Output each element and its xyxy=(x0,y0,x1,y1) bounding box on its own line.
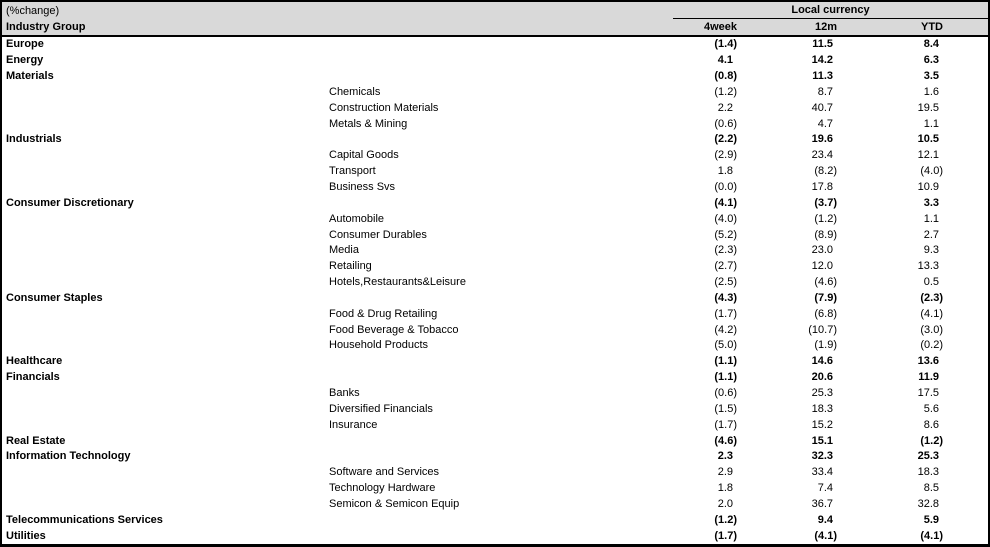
value-12m: (7.9) xyxy=(814,291,837,304)
value-4week: (5.0) xyxy=(714,339,737,352)
value-4week: (0.6) xyxy=(714,117,737,130)
table-row xyxy=(2,433,988,449)
table-row xyxy=(2,53,988,69)
value-12m: 25.3 xyxy=(811,386,833,399)
industry-label: Diversified Financials xyxy=(329,402,433,415)
value-ytd: 1.1 xyxy=(923,117,939,130)
value-12m: 17.8 xyxy=(811,181,833,194)
column-header-4week: 4week xyxy=(703,21,737,33)
table-row xyxy=(2,180,988,196)
table-row xyxy=(2,275,988,291)
value-12m: 32.3 xyxy=(811,450,833,463)
header-row-columns xyxy=(2,19,988,35)
value-ytd: 10.5 xyxy=(917,133,939,146)
industry-label: Consumer Durables xyxy=(329,228,427,241)
table-row xyxy=(2,481,988,497)
value-4week: (2.7) xyxy=(714,260,737,273)
value-4week: (1.7) xyxy=(714,307,737,320)
industry-label: Retailing xyxy=(329,260,372,273)
header-row-currency xyxy=(2,2,988,19)
value-12m: 4.7 xyxy=(817,117,833,130)
value-ytd: 8.4 xyxy=(923,38,939,51)
value-ytd: 13.3 xyxy=(917,260,939,273)
value-12m: (1.9) xyxy=(814,339,837,352)
value-4week: (1.7) xyxy=(714,529,737,542)
value-ytd: 12.1 xyxy=(917,149,939,162)
table-row xyxy=(2,227,988,243)
table-row xyxy=(2,465,988,481)
industry-label: Business Svs xyxy=(329,181,396,194)
industry-label: Metals & Mining xyxy=(329,117,408,130)
value-12m: 9.4 xyxy=(817,513,833,526)
industry-label: Banks xyxy=(329,386,360,399)
value-ytd: (4.0) xyxy=(920,165,943,178)
table-row xyxy=(2,386,988,402)
value-ytd: (2.3) xyxy=(920,291,943,304)
value-12m: 7.4 xyxy=(817,482,833,495)
value-12m: 19.6 xyxy=(811,133,833,146)
value-4week: (4.3) xyxy=(714,291,737,304)
column-header-ytd: YTD xyxy=(921,21,943,33)
value-12m: (8.9) xyxy=(814,228,837,241)
table-row xyxy=(2,116,988,132)
table-row xyxy=(2,69,988,85)
value-12m: (3.7) xyxy=(814,196,837,209)
value-ytd: (3.0) xyxy=(920,323,943,336)
value-ytd: 2.7 xyxy=(923,228,939,241)
industry-label: Telecommunications Services xyxy=(6,513,163,526)
value-ytd: 19.5 xyxy=(917,101,939,114)
industry-label: Consumer Staples xyxy=(6,291,103,304)
industry-label: Energy xyxy=(6,54,44,67)
value-ytd: (4.1) xyxy=(920,307,943,320)
value-4week: (5.2) xyxy=(714,228,737,241)
value-ytd: (0.2) xyxy=(920,339,943,352)
value-4week: (0.6) xyxy=(714,386,737,399)
table-row xyxy=(2,322,988,338)
value-12m: (4.1) xyxy=(814,529,837,542)
table-row xyxy=(2,417,988,433)
industry-label: Healthcare xyxy=(6,355,63,368)
value-12m: (4.6) xyxy=(814,276,837,289)
value-ytd: (4.1) xyxy=(920,529,943,542)
value-ytd: 25.3 xyxy=(917,450,939,463)
value-4week: (4.2) xyxy=(714,323,737,336)
table-row xyxy=(2,354,988,370)
value-4week: (2.2) xyxy=(714,133,737,146)
table-row xyxy=(2,37,988,53)
table-row xyxy=(2,401,988,417)
value-4week: (0.8) xyxy=(714,70,737,83)
value-4week: 1.8 xyxy=(717,482,733,495)
industry-group-header: Industry Group xyxy=(6,21,86,33)
value-12m: (6.8) xyxy=(814,307,837,320)
table-row xyxy=(2,148,988,164)
table-row xyxy=(2,306,988,322)
value-12m: 8.7 xyxy=(817,85,833,98)
value-ytd: 10.9 xyxy=(917,181,939,194)
industry-label: Real Estate xyxy=(6,434,66,447)
value-4week: (1.5) xyxy=(714,402,737,415)
value-4week: 2.0 xyxy=(717,497,733,510)
table-row xyxy=(2,449,988,465)
industry-label: Utilities xyxy=(6,529,46,542)
value-ytd: 9.3 xyxy=(923,244,939,257)
value-12m: 36.7 xyxy=(811,497,833,510)
table-row xyxy=(2,211,988,227)
industry-label: Technology Hardware xyxy=(329,482,436,495)
table-row xyxy=(2,528,988,544)
value-12m: (10.7) xyxy=(808,323,837,336)
industry-label: Europe xyxy=(6,38,44,51)
industry-label: Consumer Discretionary xyxy=(6,196,134,209)
value-ytd: 18.3 xyxy=(917,466,939,479)
column-header-12m: 12m xyxy=(814,21,837,33)
value-4week: (4.6) xyxy=(714,434,737,447)
table-row xyxy=(2,291,988,307)
table-header xyxy=(2,2,988,37)
industry-label: Household Products xyxy=(329,339,429,352)
value-ytd: 13.6 xyxy=(917,355,939,368)
value-12m: (8.2) xyxy=(814,165,837,178)
industry-label: Materials xyxy=(6,70,54,83)
value-4week: (2.5) xyxy=(714,276,737,289)
value-4week: (4.0) xyxy=(714,212,737,225)
industry-label: Information Technology xyxy=(6,450,131,463)
value-4week: (1.2) xyxy=(714,513,737,526)
value-12m: 14.6 xyxy=(811,355,833,368)
value-4week: (2.9) xyxy=(714,149,737,162)
value-4week: (1.7) xyxy=(714,418,737,431)
table-row xyxy=(2,370,988,386)
value-ytd: 3.3 xyxy=(923,196,939,209)
value-4week: (2.3) xyxy=(714,244,737,257)
industry-label: Food Beverage & Tobacco xyxy=(329,323,459,336)
value-ytd: 11.9 xyxy=(918,371,939,384)
industry-label: Media xyxy=(329,244,359,257)
value-12m: 12.0 xyxy=(811,260,833,273)
value-ytd: 8.5 xyxy=(923,482,939,495)
table-row xyxy=(2,243,988,259)
table-row xyxy=(2,512,988,528)
value-12m: 18.3 xyxy=(811,402,833,415)
value-4week: 4.1 xyxy=(717,54,733,67)
industry-label: Automobile xyxy=(329,212,385,225)
table-row xyxy=(2,100,988,116)
local-currency-header: Local currency xyxy=(673,2,988,19)
value-12m: 15.1 xyxy=(811,434,833,447)
industry-label: Software and Services xyxy=(329,466,440,479)
industry-label: Hotels,Restaurants&Leisure xyxy=(329,276,466,289)
industry-label: Semicon & Semicon Equip xyxy=(329,497,460,510)
table-row xyxy=(2,259,988,275)
table-body xyxy=(2,37,988,544)
value-ytd: 3.5 xyxy=(923,70,939,83)
value-ytd: 8.6 xyxy=(923,418,939,431)
value-4week: (1.1) xyxy=(714,355,737,368)
value-12m: 23.4 xyxy=(811,149,833,162)
value-ytd: 0.5 xyxy=(923,276,939,289)
value-12m: 11.3 xyxy=(812,70,833,83)
value-12m: 20.6 xyxy=(811,371,833,384)
industry-label: Insurance xyxy=(329,418,378,431)
value-ytd: 1.1 xyxy=(923,212,939,225)
value-ytd: 5.6 xyxy=(923,402,939,415)
value-4week: (1.2) xyxy=(714,85,737,98)
industry-label: Transport xyxy=(329,165,376,178)
value-ytd: 1.6 xyxy=(923,85,939,98)
table-row xyxy=(2,195,988,211)
value-ytd: 17.5 xyxy=(917,386,939,399)
value-12m: 15.2 xyxy=(811,418,833,431)
table-row xyxy=(2,164,988,180)
value-12m: (1.2) xyxy=(814,212,837,225)
industry-label: Financials xyxy=(6,371,60,384)
value-ytd: 32.8 xyxy=(917,497,939,510)
value-4week: (1.4) xyxy=(714,38,737,51)
value-4week: (4.1) xyxy=(714,196,737,209)
value-12m: 40.7 xyxy=(811,101,833,114)
value-12m: 14.2 xyxy=(811,54,833,67)
industry-label: Food & Drug Retailing xyxy=(329,307,438,320)
industry-label: Chemicals xyxy=(329,85,381,98)
industry-label: Capital Goods xyxy=(329,149,399,162)
industry-label: Industrials xyxy=(6,133,62,146)
value-4week: (0.0) xyxy=(714,181,737,194)
value-ytd: (1.2) xyxy=(920,434,943,447)
value-ytd: 5.9 xyxy=(923,513,939,526)
value-12m: 11.5 xyxy=(812,38,833,51)
percent-change-label: (%change) xyxy=(6,5,60,17)
value-4week: 2.9 xyxy=(717,466,733,479)
industry-label: Construction Materials xyxy=(329,101,439,114)
value-4week: (1.1) xyxy=(714,371,737,384)
value-4week: 2.3 xyxy=(717,450,733,463)
table-row xyxy=(2,338,988,354)
value-ytd: 6.3 xyxy=(923,54,939,67)
table-row xyxy=(2,496,988,512)
table-row xyxy=(2,85,988,101)
value-12m: 23.0 xyxy=(811,244,833,257)
value-12m: 33.4 xyxy=(811,466,833,479)
table-row xyxy=(2,132,988,148)
value-4week: 1.8 xyxy=(717,165,733,178)
value-4week: 2.2 xyxy=(717,101,733,114)
